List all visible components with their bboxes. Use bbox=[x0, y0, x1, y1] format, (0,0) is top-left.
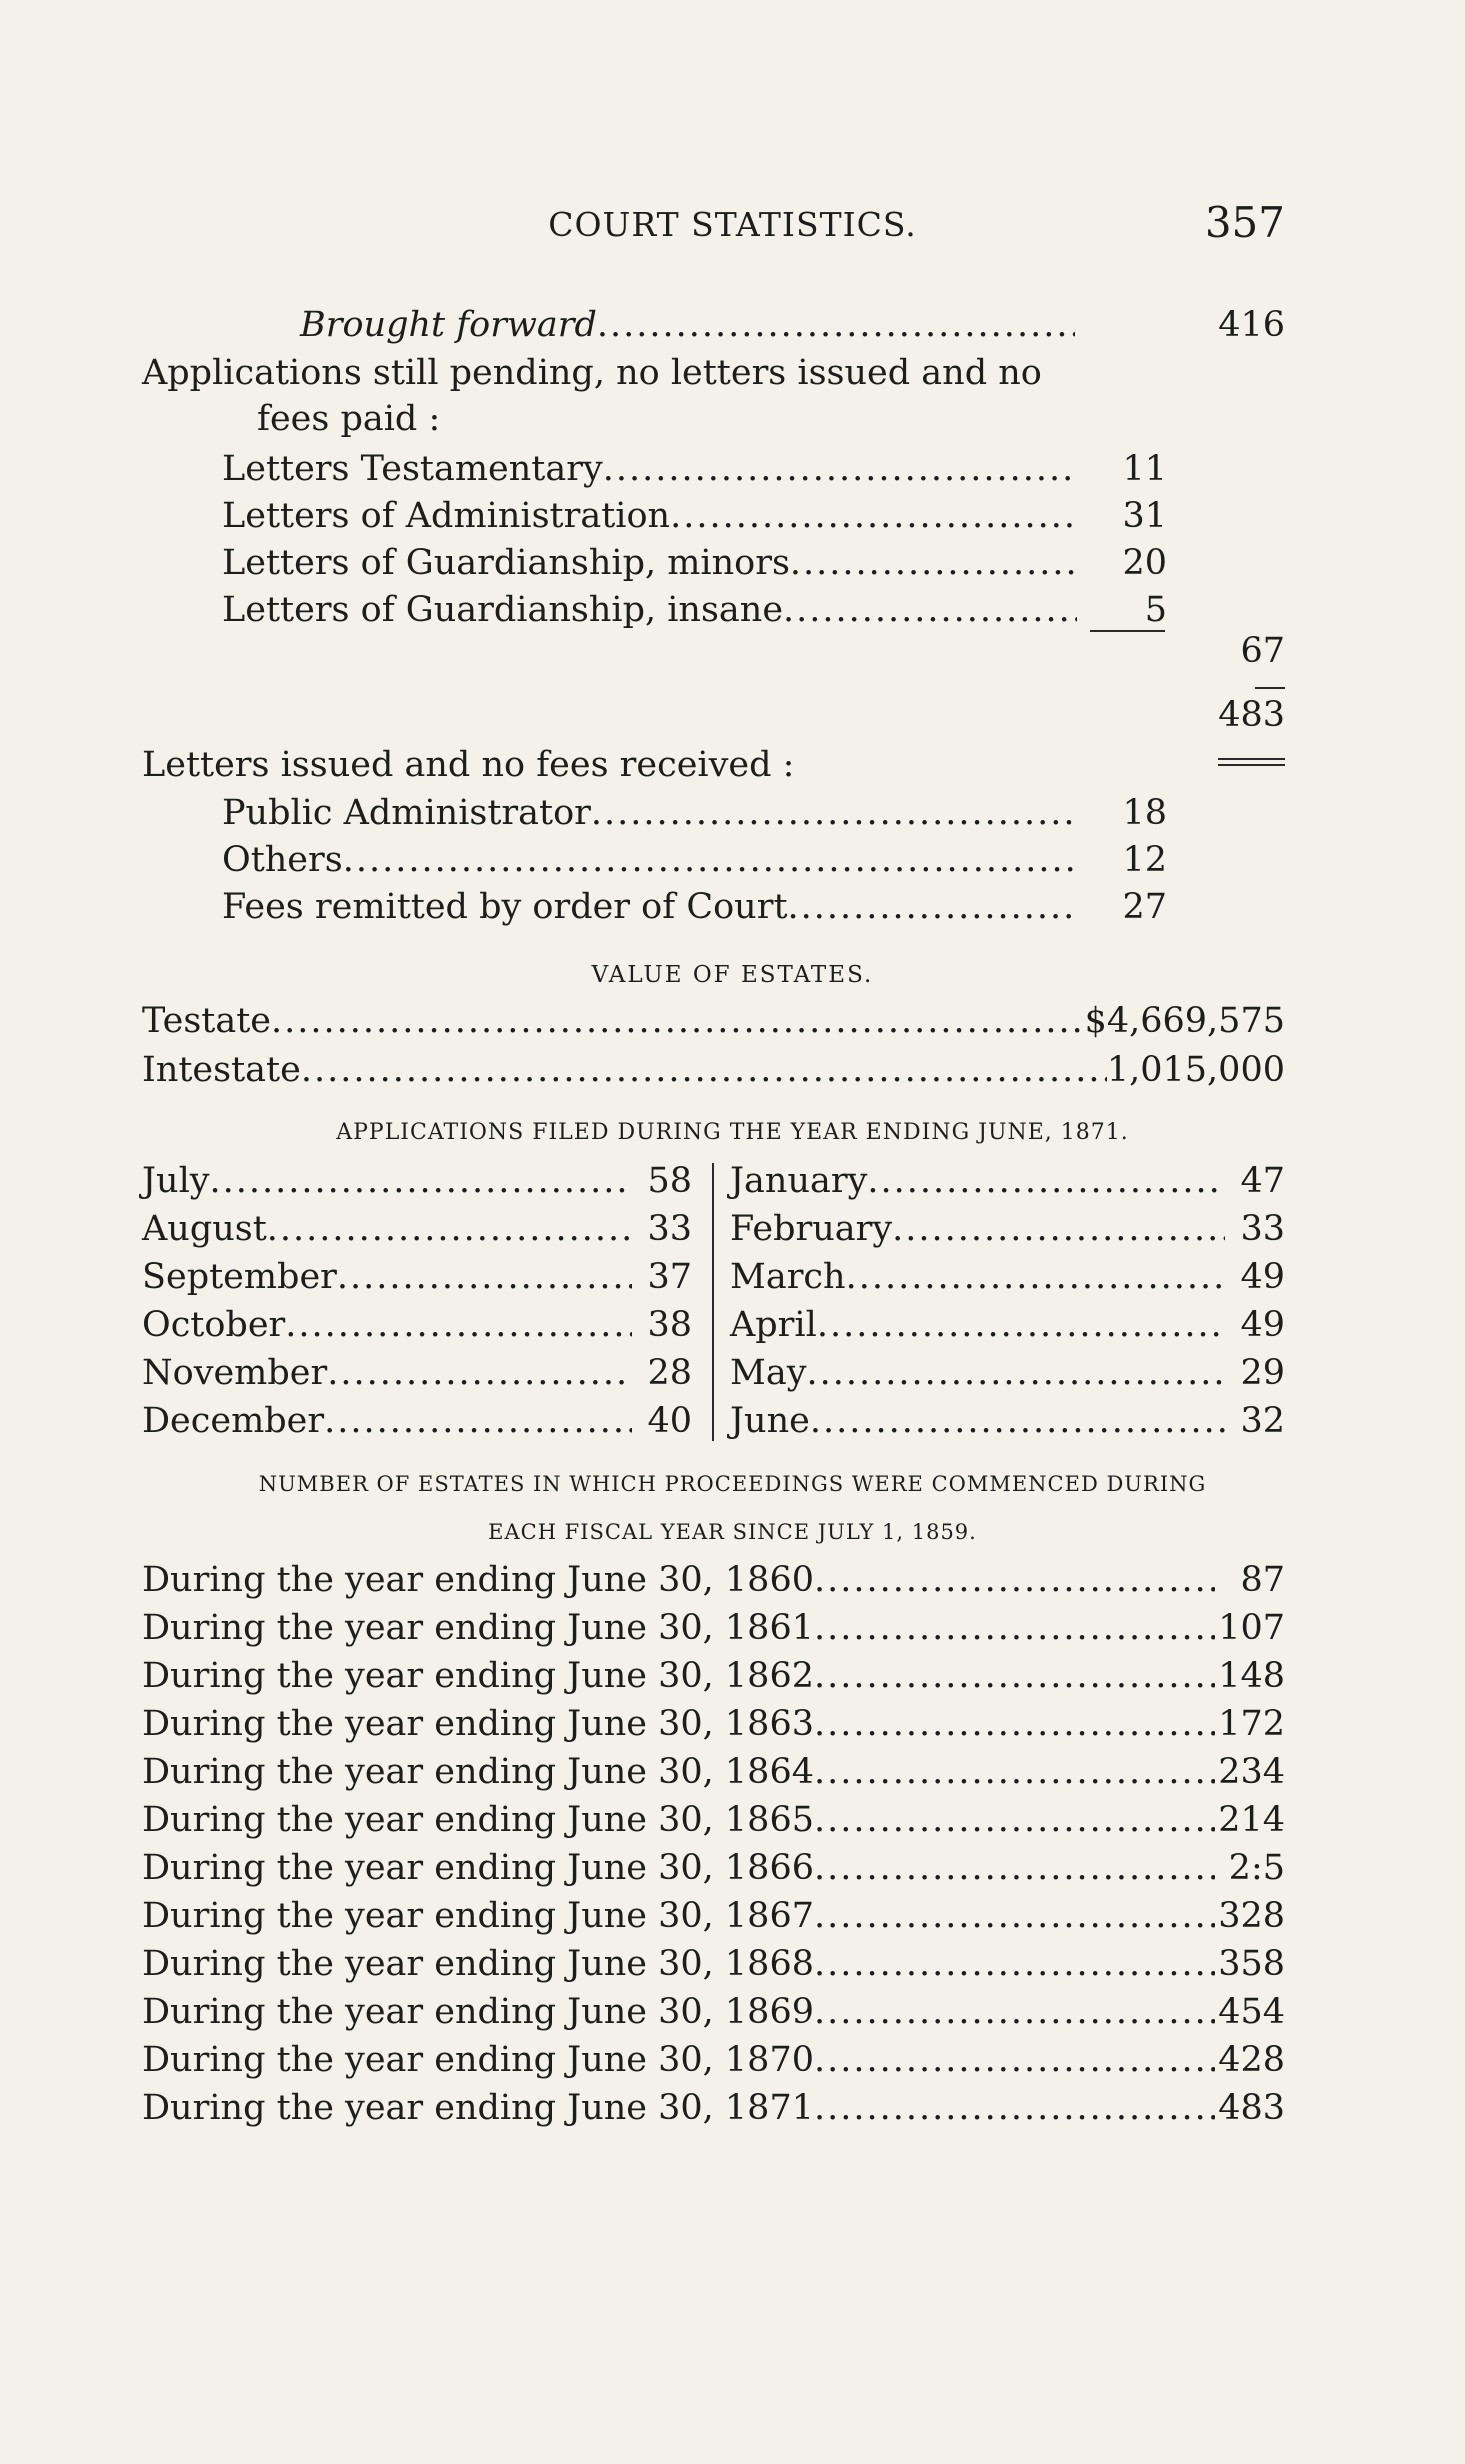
applications-heading: APPLICATIONS FILED DURING THE YEAR ENDING JUNE, 1871. bbox=[336, 1120, 1129, 1145]
month-row: July ..... 58 bbox=[142, 1158, 692, 1204]
year-row: During the year ending June 30, 1869 ..... 454 bbox=[142, 1989, 1285, 2035]
no-fees-row: Fees remitted by order of Court ..... 27 bbox=[222, 884, 1167, 930]
total-rule bbox=[1255, 687, 1285, 689]
brought-forward-label: Brought forward bbox=[300, 305, 597, 345]
month-row: January ..... 47 bbox=[730, 1158, 1285, 1204]
brought-forward-row bbox=[300, 302, 1285, 348]
year-row: During the year ending June 30, 1861 ..... 107 bbox=[142, 1605, 1285, 1651]
no-fees-row: Others ..... 12 bbox=[222, 837, 1167, 883]
page-number: 357 bbox=[1204, 198, 1285, 247]
column-divider bbox=[712, 1163, 714, 1441]
pending-row: Letters of Guardianship, minors ..... 20 bbox=[222, 540, 1167, 586]
no-fees-row: Public Administrator ..... 18 bbox=[222, 790, 1167, 836]
pending-row: Letters of Administration ..... 31 bbox=[222, 493, 1167, 539]
year-row: During the year ending June 30, 1868 ..... 358 bbox=[142, 1941, 1285, 1987]
year-row: During the year ending June 30, 1867 ..... 328 bbox=[142, 1893, 1285, 1939]
month-row: August ..... 33 bbox=[142, 1206, 692, 1252]
year-row: During the year ending June 30, 1870 ..... 428 bbox=[142, 2037, 1285, 2083]
month-row: April ..... 49 bbox=[730, 1302, 1285, 1348]
month-row: February ..... 33 bbox=[730, 1206, 1285, 1252]
year-row: During the year ending June 30, 1865 ..... 214 bbox=[142, 1797, 1285, 1843]
year-row: During the year ending June 30, 1866 ..... 2:5 bbox=[142, 1845, 1285, 1891]
pending-heading-2: fees paid : bbox=[257, 399, 441, 439]
year-row: During the year ending June 30, 1864 ..... 234 bbox=[142, 1749, 1285, 1795]
year-row: During the year ending June 30, 1860 ..... 87 bbox=[142, 1557, 1285, 1603]
running-head: COURT STATISTICS. bbox=[548, 205, 917, 244]
value-of-estates-heading: VALUE OF ESTATES. bbox=[591, 962, 874, 988]
estates-count-heading-1: NUMBER OF ESTATES IN WHICH PROCEEDINGS WERE COMMENCED DURING bbox=[258, 1472, 1207, 1496]
pending-subtotal: 67 bbox=[1240, 631, 1285, 671]
pending-total: 483 bbox=[1218, 695, 1285, 735]
pending-row: Letters of Guardianship, insane ..... 5 bbox=[222, 587, 1167, 633]
leader-dots bbox=[597, 302, 1075, 348]
sum-rule bbox=[1090, 630, 1165, 632]
month-row: September ..... 37 bbox=[142, 1254, 692, 1300]
pending-row: Letters Testamentary ..... 11 bbox=[222, 446, 1167, 492]
month-row: May ..... 29 bbox=[730, 1350, 1285, 1396]
year-row: During the year ending June 30, 1862 ..... 148 bbox=[142, 1653, 1285, 1699]
estates-count-heading-2: EACH FISCAL YEAR SINCE JULY 1, 1859. bbox=[488, 1520, 977, 1544]
month-row: December ..... 40 bbox=[142, 1398, 692, 1444]
estate-value-row: Testate ..... $4,669,575 bbox=[142, 998, 1285, 1044]
month-row: November ..... 28 bbox=[142, 1350, 692, 1396]
year-row: During the year ending June 30, 1871 ..... 483 bbox=[142, 2085, 1285, 2131]
no-fees-heading: Letters issued and no fees received : bbox=[142, 745, 795, 785]
brought-forward-value: 416 bbox=[1218, 305, 1285, 345]
double-rule-top bbox=[1218, 758, 1285, 760]
pending-heading-1: Applications still pending, no letters issued and no bbox=[142, 353, 1042, 393]
month-row: March ..... 49 bbox=[730, 1254, 1285, 1300]
year-row: During the year ending June 30, 1863 ..... 172 bbox=[142, 1701, 1285, 1747]
estate-value-row: Intestate ..... 1,015,000 bbox=[142, 1047, 1285, 1093]
double-rule-bottom bbox=[1218, 764, 1285, 766]
month-row: October ..... 38 bbox=[142, 1302, 692, 1348]
month-row: June ..... 32 bbox=[730, 1398, 1285, 1444]
